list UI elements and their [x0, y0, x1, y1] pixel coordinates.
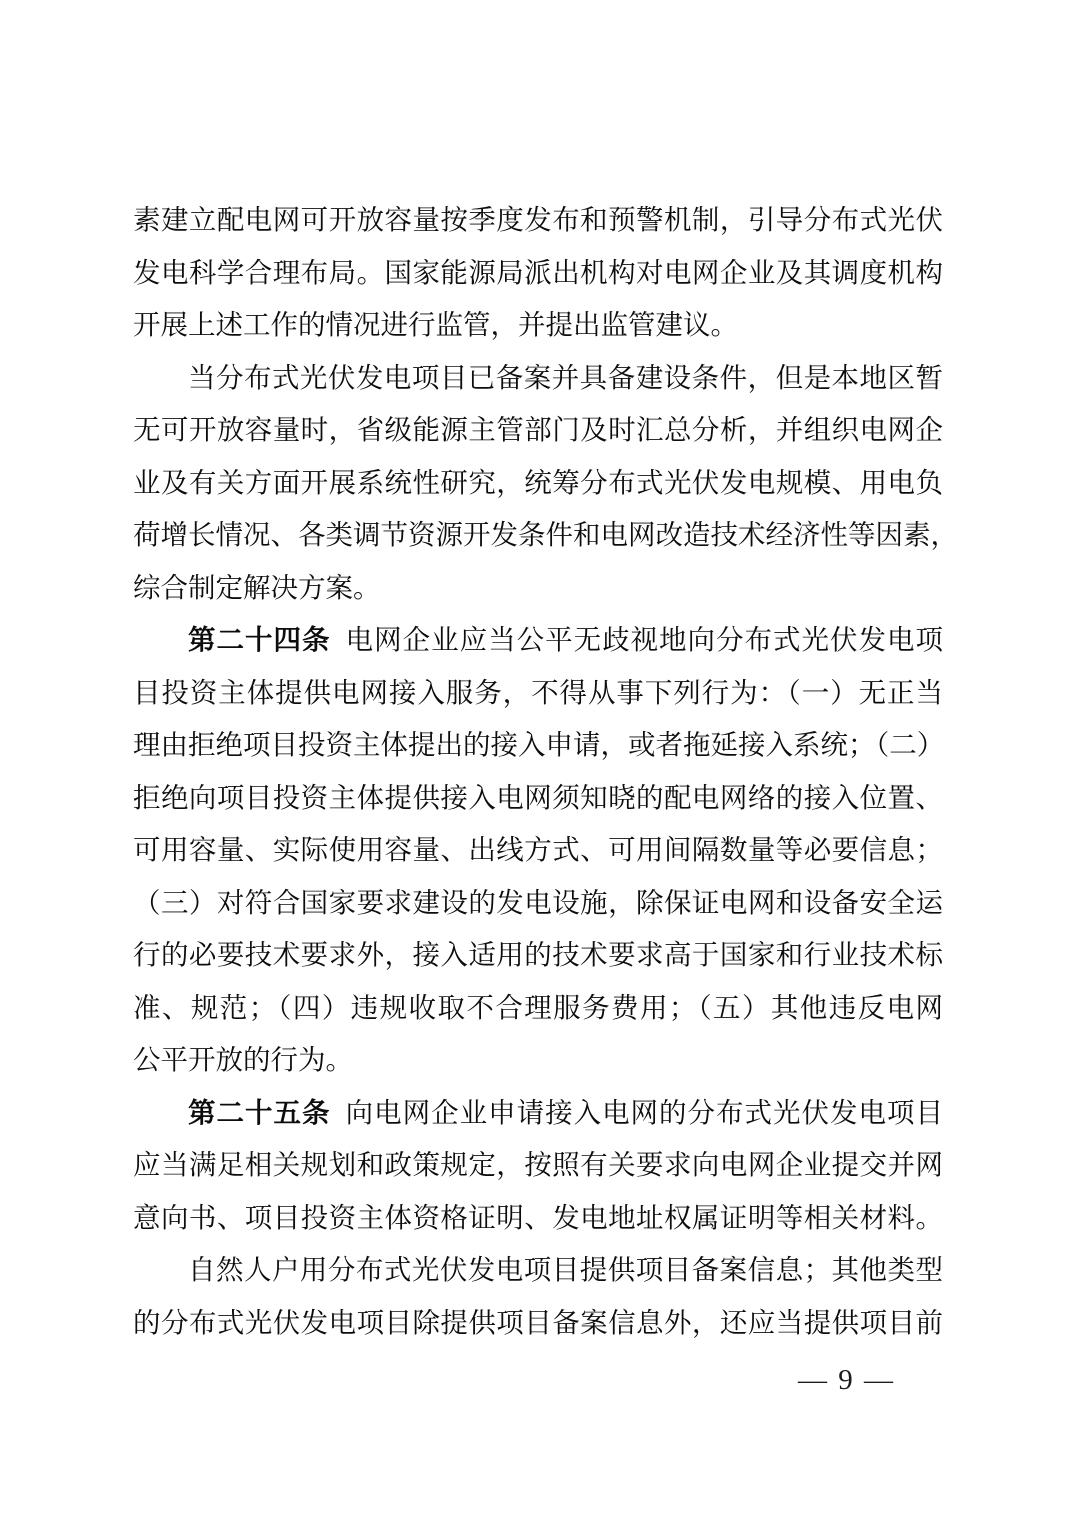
body-line: 可用容量、实际使用容量、出线方式、可用间隔数量等必要信息；: [133, 834, 943, 865]
document-body: [133, 194, 958, 1349]
body-line: 发电科学合理布局。国家能源局派出机构对电网企业及其调度机构: [133, 256, 943, 288]
body-line: 应当满足相关规划和政策规定，按照有关要求向电网企业提交并网: [133, 1149, 943, 1180]
body-line: 公平开放的行为。: [133, 1044, 353, 1075]
article-24-number: 第二十四条: [188, 624, 331, 655]
body-line: 拒绝向项目投资主体提供接入电网须知晓的配电网络的接入位置、: [133, 781, 943, 813]
body-line: 目投资主体提供电网接入服务，不得从事下列行为：（一）无正当: [133, 676, 943, 708]
body-line: 业及有关方面开展系统性研究，统筹分布式光伏发电规模、用电负: [133, 466, 943, 498]
page-footer: [133, 1358, 943, 1402]
body-line: 荷增长情况、各类调节资源开发条件和电网改造技术经济性等因素，: [133, 519, 958, 550]
body-line: （三）对符合国家要求建设的发电设施，除保证电网和设备安全运: [133, 886, 943, 918]
body-line: 自然人户用分布式光伏发电项目提供项目备案信息；其他类型: [188, 1254, 943, 1285]
article-24-first-line: 电网企业应当公平无歧视地向分布式光伏发电项: [345, 624, 944, 655]
body-line: 理由拒绝项目投资主体提出的接入申请，或者拖延接入系统；（二）: [133, 729, 945, 760]
page-number: — 9 —: [798, 1364, 895, 1396]
body-line: 行的必要技术要求外，接入适用的技术要求高于国家和行业技术标: [133, 939, 943, 970]
body-line: 无可开放容量时，省级能源主管部门及时汇总分析，并组织电网企: [133, 414, 943, 445]
body-line: 准、规范；（四）违规收取不合理服务费用；（五）其他违反电网: [133, 991, 943, 1023]
body-line: 意向书、项目投资主体资格证明、发电地址权属证明等相关材料。: [133, 1201, 943, 1233]
body-line: [133, 1087, 943, 1140]
body-line: 综合制定解决方案。: [133, 571, 381, 603]
body-line: [133, 614, 943, 667]
body-line: 的分布式光伏发电项目除提供项目备案信息外，还应当提供项目前: [133, 1306, 943, 1338]
body-line: 素建立配电网可开放容量按季度发布和预警机制，引导分布式光伏: [133, 204, 943, 235]
article-25-first-line: 向电网企业申请接入电网的分布式光伏发电项目: [345, 1096, 944, 1128]
article-25-number: 第二十五条: [188, 1096, 331, 1128]
body-line: 开展上述工作的情况进行监管，并提出监管建议。: [133, 309, 738, 340]
body-line: 当分布式光伏发电项目已备案并具备建设条件，但是本地区暂: [188, 361, 943, 393]
